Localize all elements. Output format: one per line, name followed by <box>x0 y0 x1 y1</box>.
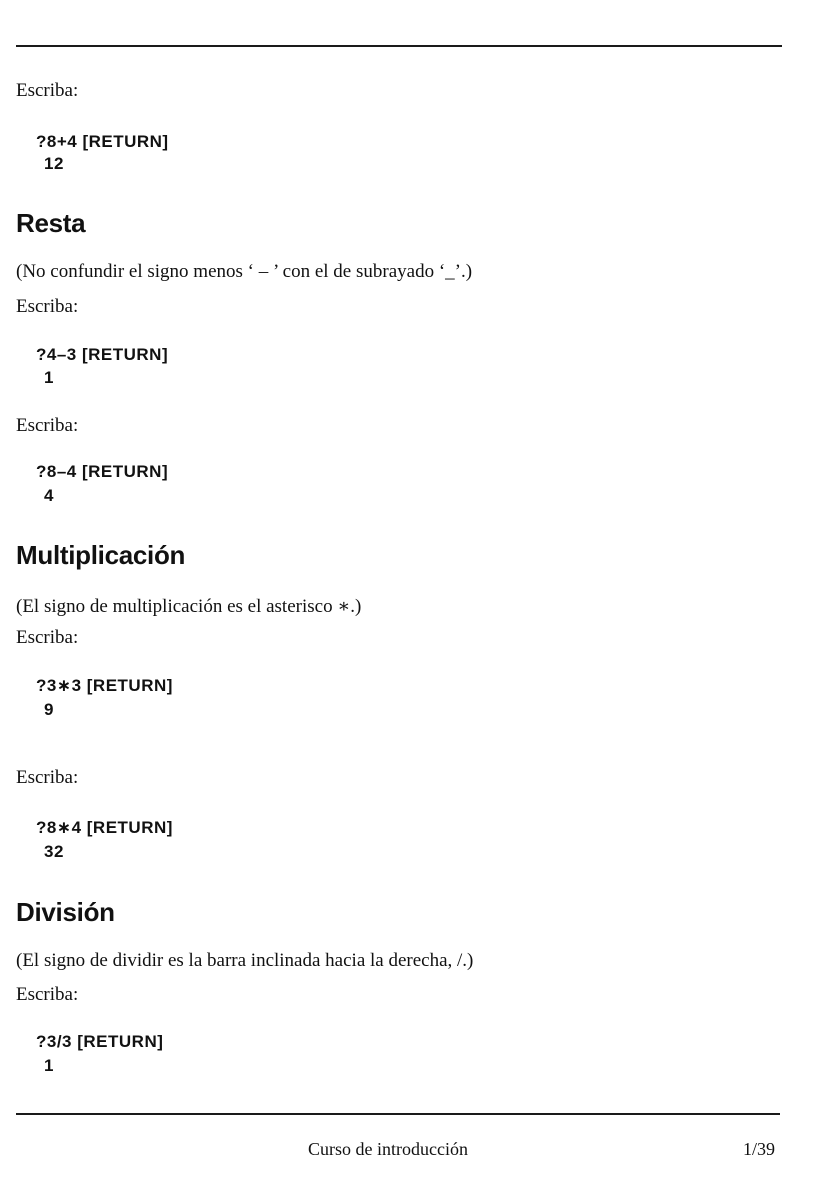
example-command: ?8–4 [RETURN] <box>36 462 169 481</box>
section-heading-division: División <box>16 897 115 927</box>
section-heading-resta: Resta <box>16 208 86 238</box>
example-prompt: Escriba: <box>16 296 79 317</box>
example-result: 4 <box>44 486 54 505</box>
example-result: 32 <box>44 842 64 861</box>
section-note-resta: (No confundir el signo menos ‘ – ’ con el de subrayado ‘_’.) <box>16 261 473 282</box>
bottom-rule <box>16 1113 780 1115</box>
intro-prompt: Escriba: <box>16 80 79 101</box>
example-prompt: Escriba: <box>16 415 79 436</box>
example-command: ?4–3 [RETURN] <box>36 345 169 364</box>
example-command: ?3∗3 [RETURN] <box>36 676 173 695</box>
section-note-division: (El signo de dividir es la barra inclinada hacia la derecha, /.) <box>16 950 474 971</box>
example-result: 1 <box>44 1056 54 1075</box>
example-prompt: Escriba: <box>16 627 79 648</box>
example-result: 1 <box>44 368 54 387</box>
footer-title: Curso de introducción <box>308 1139 468 1159</box>
page-number: 1/39 <box>743 1139 776 1159</box>
example-command: ?8∗4 [RETURN] <box>36 818 173 837</box>
example-result: 9 <box>44 700 54 719</box>
intro-result: 12 <box>44 154 64 173</box>
example-command: ?3/3 [RETURN] <box>36 1032 164 1051</box>
intro-command: ?8+4 [RETURN] <box>36 132 169 151</box>
example-prompt: Escriba: <box>16 984 79 1005</box>
top-rule <box>16 45 782 47</box>
example-prompt: Escriba: <box>16 767 79 788</box>
section-heading-multiplicacion: Multiplicación <box>16 540 186 570</box>
section-note-multiplicacion: (El signo de multiplicación es el asterisco ∗.) <box>16 596 362 617</box>
